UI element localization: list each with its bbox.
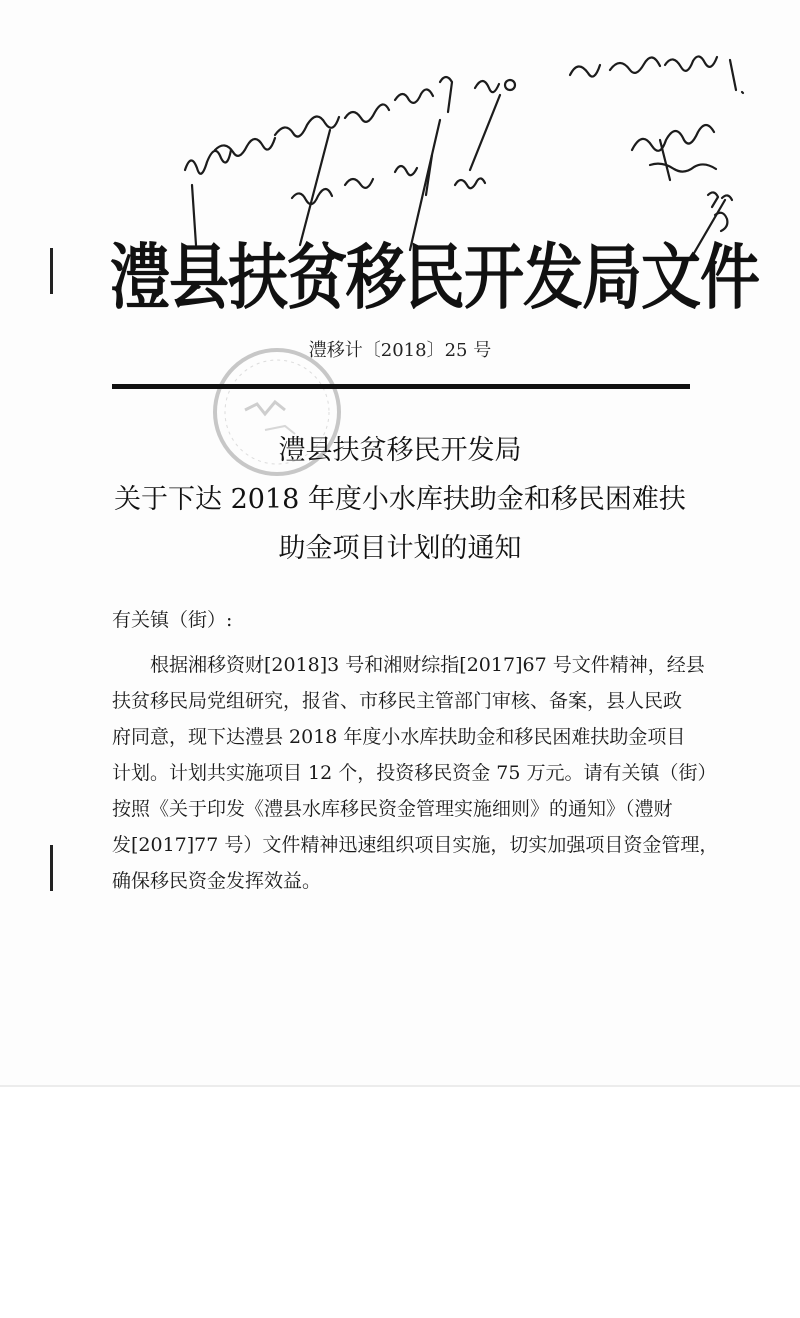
body-line: 发[2017]77 号）文件精神迅速组织项目实施，切实加强项目资金管理， xyxy=(112,834,719,856)
notice-title-line-3: 助金项目计划的通知 xyxy=(278,533,522,564)
notice-title-line-2: 关于下达 2018 年度小水库扶助金和移民困难扶 xyxy=(114,484,686,515)
body-line: 按照《关于印发《澧县水库移民资金管理实施细则》的通知》（澧财 xyxy=(112,798,673,820)
body-line: 确保移民资金发挥效益。 xyxy=(112,870,322,892)
header-divider xyxy=(112,384,690,389)
body-line: 根据湘移资财[2018]3 号和湘财综指[2017]67 号文件精神，经县 xyxy=(150,654,705,676)
notice-title-line-1: 澧县扶贫移民开发局 xyxy=(278,435,522,466)
document-number: 澧移计〔2018〕25 号 xyxy=(308,340,492,361)
body-line: 计划。计划共实施项目 12 个，投资移民资金 75 万元。请有关镇（街） xyxy=(112,762,717,784)
binding-mark-bottom xyxy=(50,845,53,891)
body-line: 府同意，现下达澧县 2018 年度小水库扶助金和移民困难扶助金项目 xyxy=(112,726,686,748)
binding-mark-top xyxy=(50,248,53,294)
salutation: 有关镇（街）: xyxy=(112,609,233,631)
body-line: 扶贫移民局党组研究，报省、市移民主管部门审核、备案，县人民政 xyxy=(112,690,683,712)
document-header-title: 澧县扶贫移民开发局文件 xyxy=(110,237,759,320)
scan-page-edge xyxy=(0,1085,800,1087)
